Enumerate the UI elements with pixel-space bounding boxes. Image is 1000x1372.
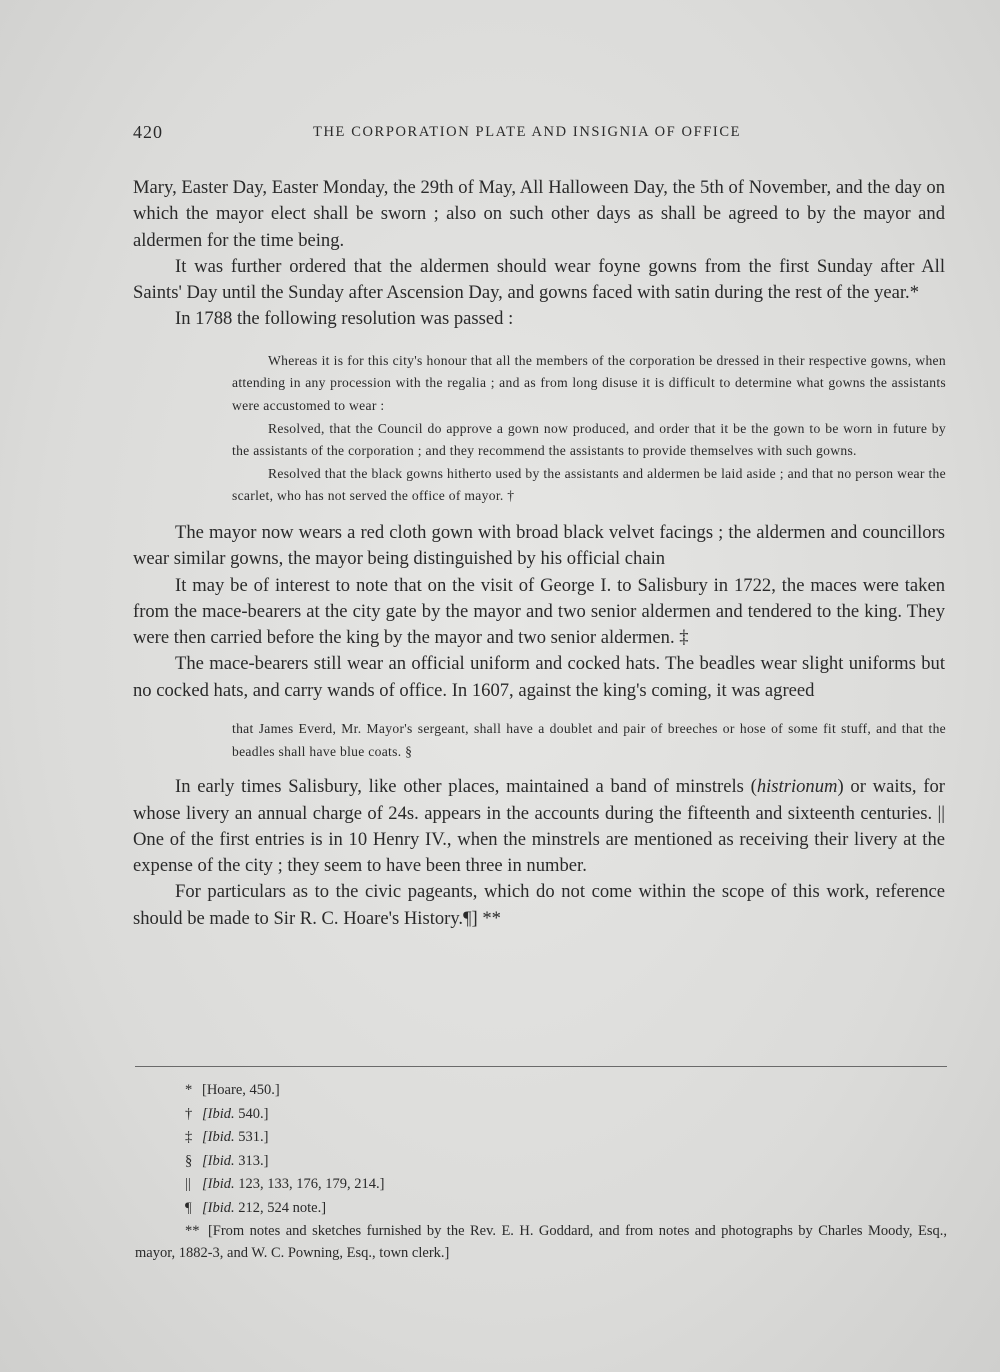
quote-paragraph: that James Everd, Mr. Mayor's sergeant, shall have a doublet and pair of breeches or hose of some fit stuff, and that the beadles shall have blue coats. § [232,721,946,759]
quote-paragraph: Whereas it is for this city's honour that all the members of the corporation be dressed in their respective gowns, when attending in any procession with the regalia ; and as from long disuse it is difficult to determine what gowns the assistants were accustomed to wear : [232,352,946,413]
footnote [185,1079,947,1103]
block-quote-resolution [232,350,946,508]
footnote-ibid: [Ibid. [202,1152,235,1169]
footnote-text: 212, 524 note.] [238,1199,327,1216]
footnote-mark: † [185,1105,193,1122]
footnote-mark: || [185,1176,191,1192]
page-number: 420 [133,122,163,142]
quote-paragraph: Resolved, that the Council do approve a gown now produced, and order that it be the gown to be worn in future by the assistants of the corporation ; and they recommend the assistants to provide themselves with such gowns. [232,420,946,459]
italic-term: histrionum [756,776,838,798]
running-title: THE CORPORATION PLATE AND INSIGNIA OF OFFICE [313,124,742,140]
footnote [185,1197,947,1221]
footnote-mark: ** [185,1223,200,1239]
footnote-ibid: [Ibid. [202,1129,235,1145]
footnote-mark: * [185,1082,193,1098]
paragraph: It was further ordered that the aldermen should wear foyne gowns from the first Sunday after All Saints' Day until the Sunday after Ascension Day, and gowns faced with satin during the rest of the year.* [133,255,945,304]
footnote-mark: § [185,1152,193,1169]
footnote-text: 123, 133, 176, 179, 214.] [238,1176,385,1192]
footnote-ibid: [Ibid. [202,1176,235,1192]
footnote-divider [135,1066,947,1067]
footnote-text: [Hoare, 450.] [202,1082,280,1098]
footnote [185,1173,947,1197]
footnote-text: 540.] [238,1105,269,1122]
quote-paragraph: Resolved that the black gowns hitherto used by the assistants and aldermen be laid aside ; and that no person wear the scarlet, who has not served the office of mayor. † [232,465,946,504]
paragraph: In 1788 the following resolution was passed : [175,308,514,330]
footnote-mark: ‡ [185,1129,193,1145]
footnote-text: [From notes and sketches furnished by the Rev. E. H. Goddard, and from notes and photographs by Charles Moody, Esq., mayor, 1882-3, and W. C. Powning, Esq., town clerk.] [135,1223,948,1261]
footnote [185,1126,947,1150]
block-quote-agreement [232,718,946,763]
paragraph [133,774,945,879]
paragraph: The mayor now wears a red cloth gown with broad black velvet facings ; the aldermen and councillors wear similar gowns, the mayor being distinguished by his official chain [133,521,945,570]
footnote-ibid: [Ibid. [202,1105,235,1122]
text-run: In early times Salisbury, like other places, maintained a band of minstrels ( [175,776,757,798]
paragraph: The mace-bearers still wear an official uniform and cocked hats. The beadles wear slight uniforms but no cocked hats, and carry wands of office. In 1607, against the king's coming, it was agreed [133,653,945,701]
text-run: ) or waits, for whose livery an annual charge of 24s. appears in the accounts during the fifteenth and sixteenth centuries. || One of the first entries is in 10 Henry IV., when the minstrels are mentioned as receiving their livery at the expense of the city ; they seem to have been three in number. [133,776,945,877]
footnote-ibid: [Ibid. [202,1199,235,1216]
paragraph: It may be of interest to note that on the visit of George I. to Salisbury in 1722, the maces were taken from the mace-bearers at the city gate by the mayor and two senior aldermen and tendered to the king. They were then carried before the king by the mayor and two senior aldermen. ‡ [133,574,945,649]
footnote [185,1103,947,1127]
paragraph: Mary, Easter Day, Easter Monday, the 29th of May, All Halloween Day, the 5th of November, and the day on which the mayor elect shall be sworn ; also on such other days as shall be agreed to by the mayor and aldermen for the time being. [133,177,945,251]
body-text [133,175,945,932]
footnote-text: 531.] [238,1129,269,1145]
footnote-text: 313.] [238,1152,269,1169]
footnote-mark: ¶ [185,1199,192,1216]
footnote [185,1150,947,1174]
footnote-long [135,1220,947,1264]
running-head [133,122,945,146]
paragraph: For particulars as to the civic pageants, which do not come within the scope of this work, reference should be made to Sir R. C. Hoare's History.¶] ** [133,881,945,929]
footnotes [135,1079,947,1264]
